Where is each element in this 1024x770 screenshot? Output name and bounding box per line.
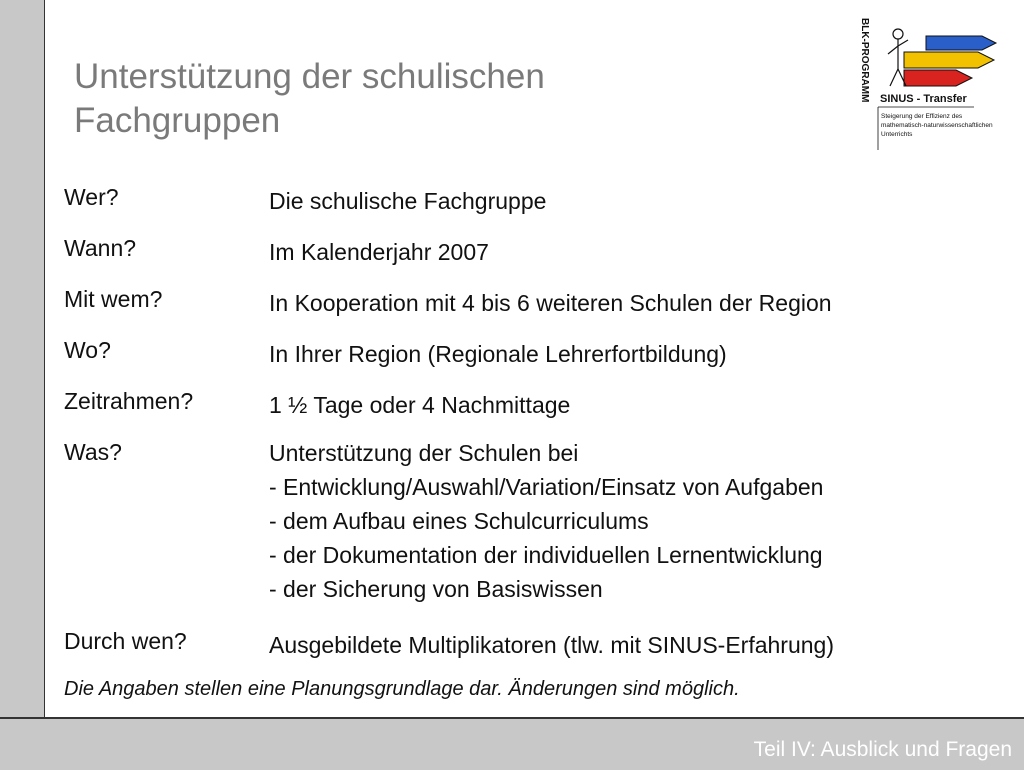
row-value-line: Die schulische Fachgruppe [269,188,547,214]
slide-title [74,55,774,143]
row-value-line: 1 ½ Tage oder 4 Nachmittage [269,392,571,418]
row-value [269,628,834,662]
slide-title-line1: Unterstützung der schulischen [74,57,545,96]
row-value [269,184,546,218]
logo-vertical-text: BLK-PROGRAMM [859,18,870,103]
row-value [269,286,832,320]
row-value-line: - dem Aufbau eines Schulcurriculums [269,508,649,534]
row-label: Wann? [64,235,137,261]
logo-name: SINUS - Transfer [880,93,967,105]
row-value-line: - der Dokumentation der individuellen Lernentwicklung [269,542,823,568]
row-label: Wer? [64,184,119,210]
sinus-transfer-logo [856,14,1016,154]
planning-note: Die Angaben stellen eine Planungsgrundlage dar. Änderungen sind möglich. [64,678,740,700]
logo-subtitle-line3: Unterrichts [881,131,913,138]
yellow-pencil-icon [904,52,994,68]
left-decoration-bar [0,0,45,768]
row-value [269,235,489,269]
row-value-line: - Entwicklung/Auswahl/Variation/Einsatz von Aufgaben [269,474,824,500]
row-label: Mit wem? [64,286,163,312]
row-value-line: - der Sicherung von Basiswissen [269,576,603,602]
logo-subtitle-line1: Steigerung der Effizienz des [881,113,963,120]
blue-pencil-icon [926,36,996,50]
pencils-logo-graphic [856,14,1016,154]
row-value-line: Im Kalenderjahr 2007 [269,239,489,265]
row-value [269,388,570,422]
row-label: Was? [64,439,122,465]
footer-section-label: Teil IV: Ausblick und Fragen [753,738,1012,761]
slide-title-line2: Fachgruppen [74,101,281,140]
row-value-line: Ausgebildete Multiplikatoren (tlw. mit SINUS-Erfahrung) [269,632,835,658]
row-value [269,436,823,606]
row-label: Durch wen? [64,628,187,654]
row-value-line: In Kooperation mit 4 bis 6 weiteren Schulen der Region [269,290,832,316]
row-value-line: In Ihrer Region (Regionale Lehrerfortbildung) [269,341,727,367]
logo-subtitle-line2: mathematisch-naturwissenschaftlichen [881,122,993,129]
red-pencil-icon [904,70,972,86]
row-value-line: Unterstützung der Schulen bei [269,440,579,466]
row-value [269,337,727,371]
row-label: Zeitrahmen? [64,388,194,414]
row-label: Wo? [64,337,111,363]
